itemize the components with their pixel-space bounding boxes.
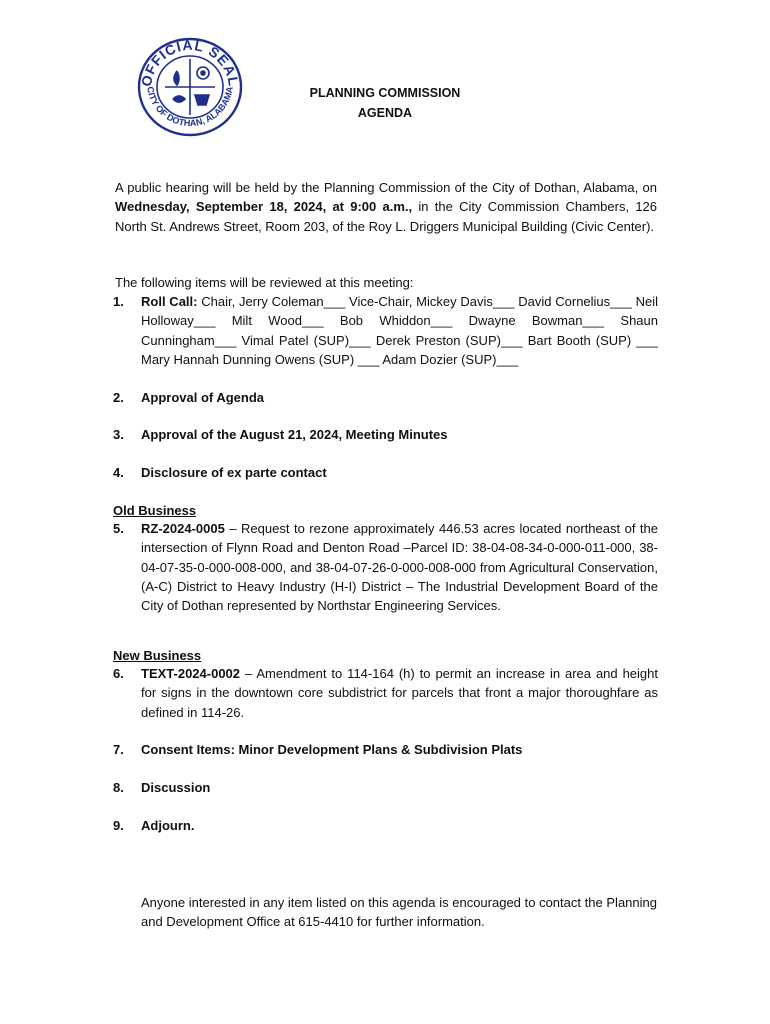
agenda-item-consent: 7. Consent Items: Minor Development Plans & Subdivision Plats <box>113 742 523 757</box>
seal-emblem-icon <box>165 59 215 115</box>
document-title: PLANNING COMMISSION <box>309 86 461 100</box>
agenda-item-disclosure: 4. Disclosure of ex parte contact <box>113 465 327 480</box>
city-seal-logo <box>137 37 243 137</box>
seal-bottom-text: CITY OF DOTHAN, ALABAMA <box>145 85 235 129</box>
agenda-item-adjourn: 9. Adjourn. <box>113 818 195 833</box>
seal-top-text: OFFICIAL SEAL <box>137 37 243 88</box>
items-lead-text: The following items will be reviewed at this meeting: <box>115 275 414 290</box>
section-old-business: Old Business <box>113 503 197 518</box>
document-subtitle: AGENDA <box>357 106 413 120</box>
section-new-business: New Business <box>113 648 202 663</box>
meeting-date: Wednesday, September 18, 2024, at 9:00 a.m., <box>115 199 413 215</box>
agenda-item-roll-call: 1. Roll Call: Chair, Jerry Coleman___ Vice-Chair, Mickey Davis___ David Cornelius___ Neil Holloway___ Milt Wood___ Bob Whiddon___ Dwayne Bowman___ Shaun Cunningham___ Vimal Patel (SUP)___ Derek Preston (SUP)___ Bart Booth (SUP) ___ Mary Hannah Dunning Owens (SUP) ___ Adam Dozier (SUP)___ <box>113 294 658 367</box>
agenda-item-approval-agenda: 2. Approval of Agenda <box>113 390 265 405</box>
agenda-item-rezone: 5. RZ-2024-0005 – Request to rezone approximately 446.53 acres located northeast of the intersection of Flynn Road and Denton Road –Parcel ID: 38-04-08-34-0-000-011-000, 38-04-07-35-0-000-008-000, and 38-04-07-26-0-000-008-000 from Agricultural Conservation, (A-C) District to Heavy Industry (H-I) District – The Industrial Development Board of the City of Dothan represented by Northstar Engineering Services. <box>113 521 658 614</box>
agenda-item-discussion: 8. Discussion <box>113 780 211 795</box>
intro-paragraph: A public hearing will be held by the Planning Commission of the City of Dothan, Alabama, on Wednesday, September 18, 2024, at 9:00 a.m., in the City Commission Chambers, 126 North St. Andrews Street, Room 203, of the Roy L. Driggers Municipal Building (Civic Center). <box>115 180 658 234</box>
agenda-item-text-amendment: 6. TEXT-2024-0002 – Amendment to 114-164 (h) to permit an increase in area and height for signs in the downtown core subdistrict for parcels that front a major thoroughfare as defined in 114-26. <box>113 666 658 720</box>
closing-note: Anyone interested in any item listed on this agenda is encouraged to contact the Planning and Development Office at 615-4410 for further information. <box>141 895 657 930</box>
agenda-item-approval-minutes: 3. Approval of the August 21, 2024, Meeting Minutes <box>113 427 448 442</box>
